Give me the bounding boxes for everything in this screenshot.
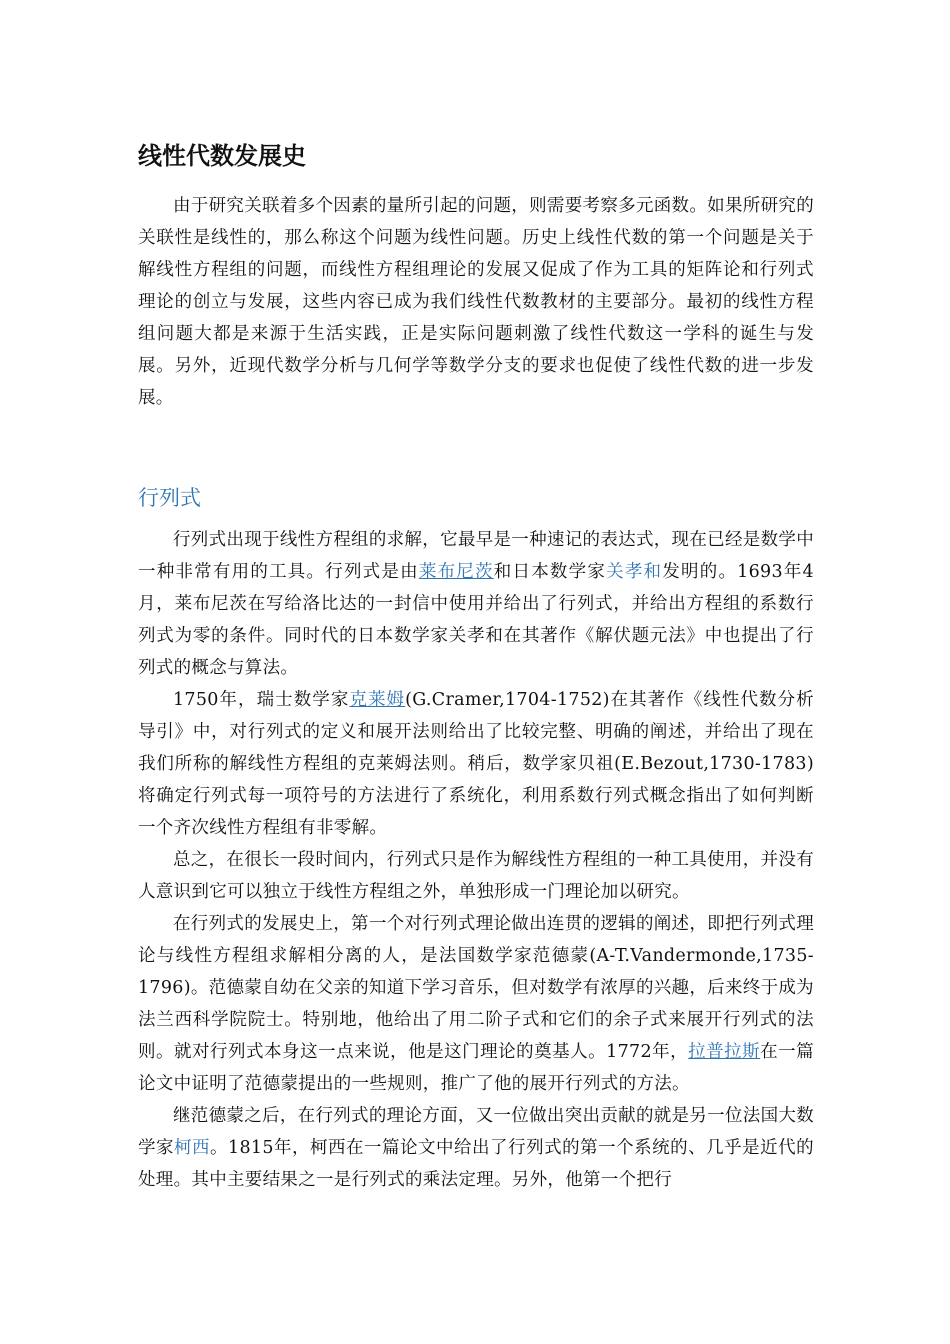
section-heading-determinant: 行列式 — [138, 486, 201, 510]
document-title: 线性代数发展史 — [138, 142, 306, 170]
link-seki-takakazu[interactable]: 关孝和 — [606, 562, 663, 582]
link-leibniz[interactable]: 莱布尼茨 — [418, 562, 494, 582]
paragraph-5-text-b: 。1815年，柯西在一篇论文中给出了行列式的第一个系统的、几乎是近代的处理。其中主要结果之一是行列式的乘法定理。另外，他第一个把行 — [138, 1138, 814, 1190]
paragraph-4-text-a: 在行列式的发展史上，第一个对行列式理论做出连贯的逻辑的阐述，即把行列式理论与线性方程组求解相分离的人，是法国数学家范德蒙(A-T.Vandermonde,1735-1796)。范德蒙自幼在父亲的知道下学习音乐，但对数学有浓厚的兴趣，后来终于成为法兰西科学院院士。特别地，他给出了用二阶子式和它们的余子式来展开行列式的法则。就对行列式本身这一点来说，他是这门理论的奠基人。1772年， — [138, 914, 814, 1062]
link-laplace[interactable]: 拉普拉斯 — [688, 1042, 761, 1062]
intro-section — [138, 190, 814, 414]
paragraph-1-text-b: 和日本数学家 — [493, 562, 607, 582]
paragraph-5 — [138, 1100, 814, 1196]
paragraph-5-text-a: 继范德蒙之后，在行列式的理论方面，又一位做出突出贡献的就是另一位法国大数学家 — [138, 1106, 814, 1158]
paragraph-2-text-a: 1750年，瑞士数学家 — [173, 690, 350, 710]
link-cramer[interactable]: 克莱姆 — [349, 690, 406, 710]
document-page — [138, 138, 814, 1196]
paragraph-3: 总之，在很长一段时间内，行列式只是作为解线性方程组的一种工具使用，并没有人意识到它可以独立于线性方程组之外，单独形成一门理论加以研究。 — [138, 850, 814, 902]
paragraph-1-text-c: 发明的。1693年4月，莱布尼茨在写给洛比达的一封信中使用并给出了行列式，并给出方程组的系数行列式为零的条件。同时代的日本数学家关孝和在其著作《解伏题元法》中也提出了行列式的概念与算法。 — [138, 562, 814, 678]
paragraph-4 — [138, 908, 814, 1100]
paragraph-2-text-b: (G.Cramer,1704-1752)在其著作《线性代数分析导引》中，对行列式的定义和展开法则给出了比较完整、明确的阐述，并给出了现在我们所称的解线性方程组的克莱姆法则。稍后，数学家贝祖(E.Bezout,1730-1783)将确定行列式每一项符号的方法进行了系统化，利用系数行列式概念指出了如何判断一个齐次线性方程组有非零解。 — [138, 690, 814, 838]
paragraph-4-text-b: 在一篇论文中证明了范德蒙提出的一些规则，推广了他的展开行列式的方法。 — [138, 1042, 814, 1094]
paragraph-2 — [138, 684, 814, 844]
paragraph-1 — [138, 524, 814, 684]
intro-paragraph: 由于研究关联着多个因素的量所引起的问题，则需要考察多元函数。如果所研究的关联性是线性的，那么称这个问题为线性问题。历史上线性代数的第一个问题是关于解线性方程组的问题，而线性方程组理论的发展又促成了作为工具的矩阵论和行列式理论的创立与发展，这些内容已成为我们线性代数教材的主要部分。最初的线性方程组问题大都是来源于生活实践，正是实际问题刺激了线性代数这一学科的诞生与发展。另外，近现代数学分析与几何学等数学分支的要求也促使了线性代数的进一步发展。 — [138, 196, 814, 408]
link-cauchy[interactable]: 柯西 — [174, 1138, 211, 1158]
paragraph-1-text-a: 行列式出现于线性方程组的求解，它最早是一种速记的表达式，现在已经是数学中一种非常有用的工具。行列式是由 — [138, 530, 814, 582]
